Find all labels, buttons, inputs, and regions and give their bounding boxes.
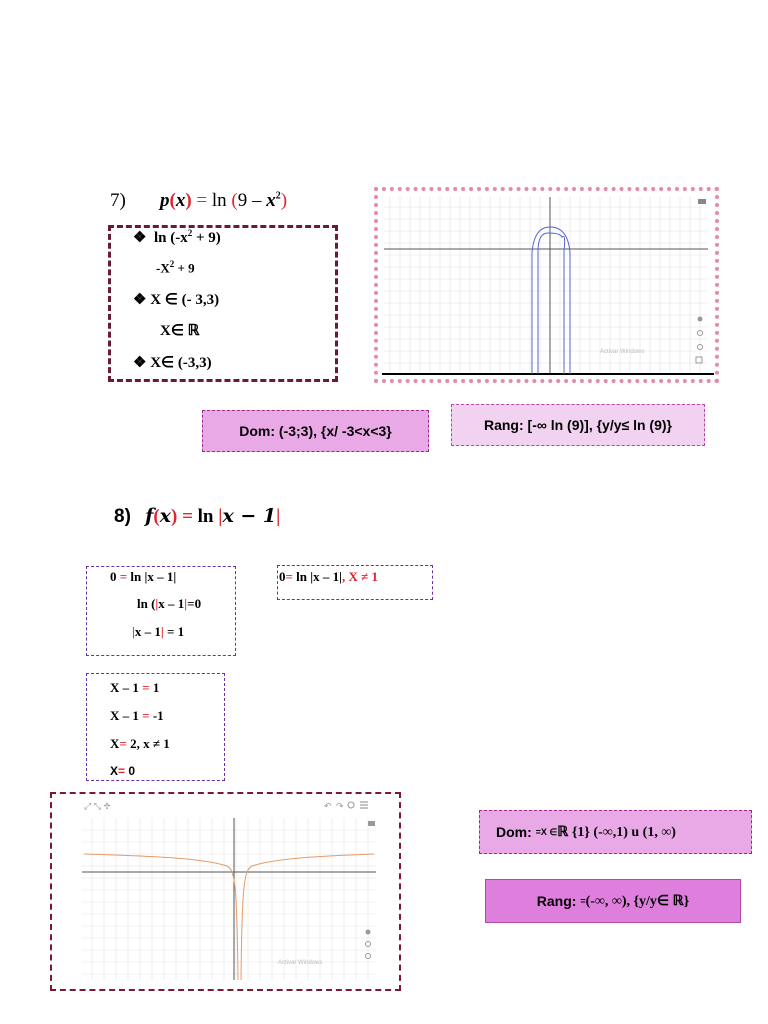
box-a-line-1: 0 = ln |x – 1|	[110, 569, 177, 584]
step-line-4: X∈ ℝ	[160, 323, 200, 339]
step-line-3: ❖ X ∈ (- 3,3)	[133, 292, 220, 308]
box-a-line-3: |x – 1| = 1	[132, 624, 185, 639]
step-line-5: ❖ X∈ (-3,3)	[133, 355, 212, 371]
domain-p7: Dom: (-3;3), {x/ -3<x<3}	[202, 410, 429, 452]
toolbar-expand-icon[interactable]: ⤢ ⤡ ✥	[84, 801, 111, 811]
fn-var: x	[175, 190, 186, 211]
undo-icon[interactable]: ↶	[324, 802, 332, 812]
fn-name: p	[160, 190, 170, 211]
problem-7-function: $p(x) = \ln (9 - x^2)$	[160, 190, 288, 211]
home-icon[interactable]	[698, 317, 703, 322]
fullscreen-icon[interactable]	[696, 357, 702, 363]
fn-open: (	[169, 190, 176, 211]
curve-p7	[538, 233, 565, 374]
graph-p7	[374, 187, 719, 383]
box-c-line-2: X – 1 = -1	[110, 708, 164, 723]
wrench-icon-2[interactable]	[368, 821, 375, 826]
box-b-line: 0= ln |x – 1|, X ≠ 1	[279, 569, 379, 584]
fn-eq: =	[191, 190, 212, 211]
box-c-line-4: X= 0	[110, 764, 136, 778]
watermark: Activar Windows	[600, 349, 645, 355]
graph-p8	[50, 792, 401, 991]
wrench-icon[interactable]	[698, 199, 706, 204]
watermark-2: Activar Windows	[278, 960, 323, 966]
problem-8-function: 8) f(x) = ln |x − 1|	[114, 505, 281, 527]
grid	[384, 197, 708, 373]
domain-p8: Dom: =X ∈ ℝ {1} (-∞,1) u (1, ∞)	[479, 810, 752, 854]
range-p7: Rang: [-∞ ln (9)], {y/y≤ ln (9)}	[451, 404, 705, 446]
box-a-line-2: ln (|x – 1|=0	[137, 596, 202, 611]
problem-7-number: 7)	[110, 190, 126, 211]
step-line-1: ❖ $\ln (-x^2 + 9)$	[133, 228, 221, 246]
graph-p7-svg	[378, 191, 715, 379]
step-line-2: $-X^2 + 9$	[156, 259, 195, 276]
graph-p8-svg	[52, 794, 399, 989]
box-c-line-1: X – 1 = 1	[110, 680, 160, 695]
redo-icon[interactable]: ↷	[336, 802, 344, 812]
home-icon-2[interactable]	[366, 930, 371, 935]
range-p8: Rang: = (-∞, ∞), {y/y∈ ℝ}	[485, 879, 741, 923]
box-c-line-3: X= 2, x ≠ 1	[110, 736, 170, 751]
